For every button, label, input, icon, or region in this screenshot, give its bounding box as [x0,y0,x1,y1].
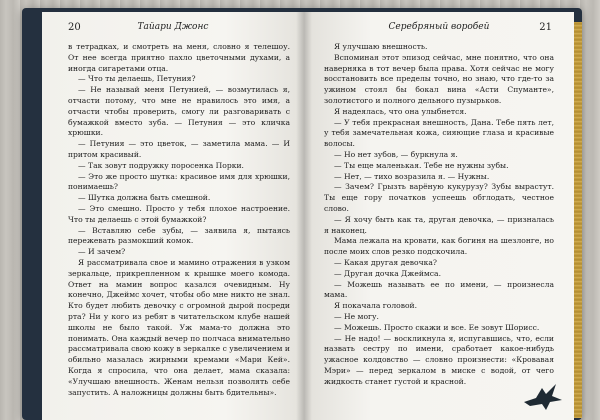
paragraph: — Это смешно. Просто у тебя плохое настроение. Что ты делаешь с этой бумажкой? [68,203,290,224]
paragraph: — Не могу. [334,311,379,321]
left-page-text [68,42,290,398]
paragraph: Я рассматривала свое и мамино отражения в узком зеркальце, прикрепленном к крышке моего комода. Ответ на мамин вопрос казался очевидным. Ну конечно, Джеймс хочет, чтобы обо мне никто не знал. Кто будет любить девочку с огромной дырой посреди рта? Ни у кого из ребят в читательском клубе нашей школы не было такой. Уж мама-то должна это понимать. Она каждый вечер по полчаса внимательно рассматривала свою кожу в зеркалке с увеличением и обильно мазалась жирными кремами «Мари Кей». Когда я спросила, что она делает, мама сказала: «Улучшаю внешность. Женам нельзя позволять себе запустить. А наложницы должны быть бдительны». [68,257,290,397]
paragraph: — Другая дочка Джеймса. [334,268,441,278]
paragraph: — Можешь называть ее по имени, — произнесла мама. [324,279,554,300]
paragraph: Я покачала головой. [334,301,418,311]
paragraph: — И зачем? [78,247,126,257]
book-gutter-shadow [296,12,312,420]
paragraph: — Но нет зубов, — буркнула я. [334,149,458,159]
paragraph: — Нет, — тихо возразила я. — Нужны. [334,171,490,181]
paragraph: — Это же просто шутка: красивое имя для хрюшки, понимаешь? [68,171,290,192]
sparrow-bird-icon [522,380,564,414]
paragraph: — Какая другая девочка? [334,257,437,267]
paragraph: Вспоминая этот эпизод сейчас, мне понятно, что она наверняка в тот вечер была права. Хотя сейчас не могу восстановить все пределы точно, но знаю, что где-то за ужином стоял бы бокал вина «Асти Спуманте», золотистого и полного дельного пузырьков. [324,52,554,105]
paragraph: — Так зовут подружку поросенка Порки. [78,160,244,170]
paragraph: Я улучшаю внешность. [334,42,428,51]
right-running-head: Серебряный воробей [388,22,490,32]
paragraph: — Петуния — это цветок, — заметила мама. — И притом красивый. [68,139,290,159]
paragraph: — Шутка должна быть смешной. [78,193,211,203]
right-page-number: 21 [539,22,552,33]
right-page-text [324,42,554,388]
paragraph: — Зачем? Грызть варёную кукурузу? Зубы вырастут. Ты еще гору початков успеешь обглодать, честное слово. [324,182,554,213]
paragraph: Я надеялась, что она улыбнется. [334,106,467,116]
paragraph: в тетрадках, и смотреть на меня, словно я телешоу. От нее всегда приятно пахло цветочными духами, а иногда сигаретами отца. [68,42,290,73]
paragraph: — Не надо! — воскликнула я, испугавшись, что, если назвать сестру по имени, сработает какое-нибудь ужасное колдовство — словно произнести: «Кровавая Мэри» — перед зеркалом в миске с водой, от чего жидкость станет густой и красной. [324,333,554,386]
paragraph: Мама лежала на кровати, как богиня на шезлонге, но после моих слов резко подскочила. [324,236,554,257]
right-page-header [304,22,574,36]
paragraph: — Ты еще маленькая. Тебе не нужны зубы. [334,160,509,170]
paragraph: — Что ты делаешь, Петуния? [78,74,196,84]
left-page-number: 20 [68,22,81,33]
right-page [304,12,574,420]
paragraph: — Вставляю себе зубы, — заявила я, пытаясь пережевать размокший комок. [68,225,290,246]
left-page-header [42,22,304,36]
paragraph: — Я хочу быть как та, другая девочка, — призналась я наконец. [324,214,554,235]
paragraph: — Можешь. Просто скажи и все. Ее зовут Шорисс. [334,322,540,332]
left-page [42,12,304,420]
left-running-head: Тайари Джонс [137,22,209,32]
paragraph: — У тебя прекрасная внешность, Дана. Тебе пять лет, у тебя замечательная кожа, сияющие глаза и красивые волосы. [324,117,554,149]
paragraph: — Не называй меня Петунией, — возмутилась я, отчасти потому, что мне не нравилось это имя, а отчасти чтобы проверить, смогу ли разговаривать с бумажкой вместо зуба. — Петуния — это кличка хрюшки. [68,85,290,138]
page-edges-gilded [574,22,582,418]
